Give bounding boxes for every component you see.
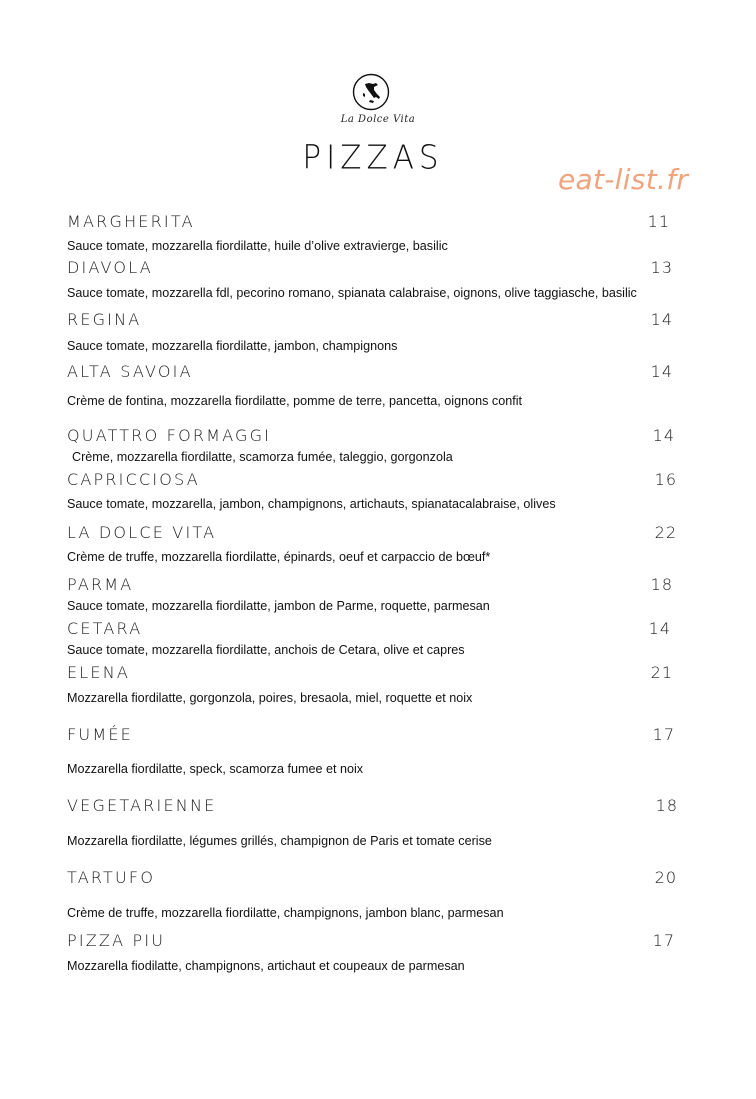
item-description: Crème, mozzarella fiordilatte, scamorza fumée, taleggio, gorgonzola [72, 450, 453, 464]
item-name: ALTA SAVOIA [67, 362, 193, 381]
item-description: Sauce tomate, mozzarella fiordilatte, anchois de Cetara, olive et capres [67, 643, 465, 657]
italy-map-icon [352, 73, 390, 111]
item-description: Sauce tomate, mozzarella fdl, pecorino romano, spianata calabraise, oignons, olive taggiasche, basilic [67, 286, 637, 300]
item-name: VEGETARIENNE [67, 796, 217, 815]
item-price: 11 [647, 212, 670, 231]
item-name: TARTUFO [67, 868, 156, 887]
item-price: 18 [655, 796, 678, 815]
item-price: 16 [654, 470, 677, 489]
item-price: 13 [650, 258, 673, 277]
watermark: eat-list.fr [558, 163, 689, 196]
item-name: DIAVOLA [67, 258, 153, 277]
item-name: LA DOLCE VITA [67, 523, 217, 542]
item-name: MARGHERITA [67, 212, 195, 231]
item-description: Crème de truffe, mozzarella fiordilatte, champignons, jambon blanc, parmesan [67, 906, 504, 920]
item-price: 18 [650, 575, 673, 594]
item-price: 21 [650, 663, 673, 682]
item-price: 20 [654, 868, 677, 887]
item-description: Sauce tomate, mozzarella fiordilatte, jambon, champignons [67, 339, 398, 353]
item-description: Mozzarella fiordilatte, légumes grillés, champignon de Paris et tomate cerise [67, 834, 492, 848]
item-price: 14 [652, 426, 675, 445]
item-description: Crème de truffe, mozzarella fiordilatte, épinards, oeuf et carpaccio de bœuf* [67, 550, 491, 564]
item-name: ELENA [67, 663, 131, 682]
item-name: PARMA [67, 575, 134, 594]
item-name: CETARA [67, 619, 143, 638]
item-description: Sauce tomate, mozzarella fiordilatte, huile d’olive extravierge, basilic [67, 239, 448, 253]
item-name: CAPRICCIOSA [67, 470, 200, 489]
item-price: 17 [652, 725, 675, 744]
item-description: Sauce tomate, mozzarella fiordilatte, jambon de Parme, roquette, parmesan [67, 599, 490, 613]
restaurant-name: La Dolce Vita [340, 114, 416, 125]
item-price: 14 [650, 362, 673, 381]
page-title: PIZZAS [302, 139, 444, 177]
item-name: REGINA [67, 310, 142, 329]
item-price: 14 [648, 619, 671, 638]
item-price: 14 [650, 310, 673, 329]
item-price: 17 [652, 931, 675, 950]
item-description: Mozzarella fiordilatte, speck, scamorza fumee et noix [67, 762, 364, 776]
logo [352, 73, 390, 111]
item-description: Sauce tomate, mozzarella, jambon, champignons, artichauts, spianatacalabraise, olives [67, 497, 556, 511]
item-name: FUMÉE [67, 725, 133, 744]
item-description: Mozzarella fiodilatte, champignons, artichaut et coupeaux de parmesan [67, 959, 465, 973]
item-name: PIZZA PIU [67, 931, 166, 950]
item-price: 22 [654, 523, 677, 542]
item-description: Mozzarella fiordilatte, gorgonzola, poires, bresaola, miel, roquette et noix [67, 691, 473, 705]
item-name: QUATTRO FORMAGGI [67, 426, 272, 445]
item-description: Crème de fontina, mozzarella fiordilatte, pomme de terre, pancetta, oignons confit [67, 394, 523, 408]
